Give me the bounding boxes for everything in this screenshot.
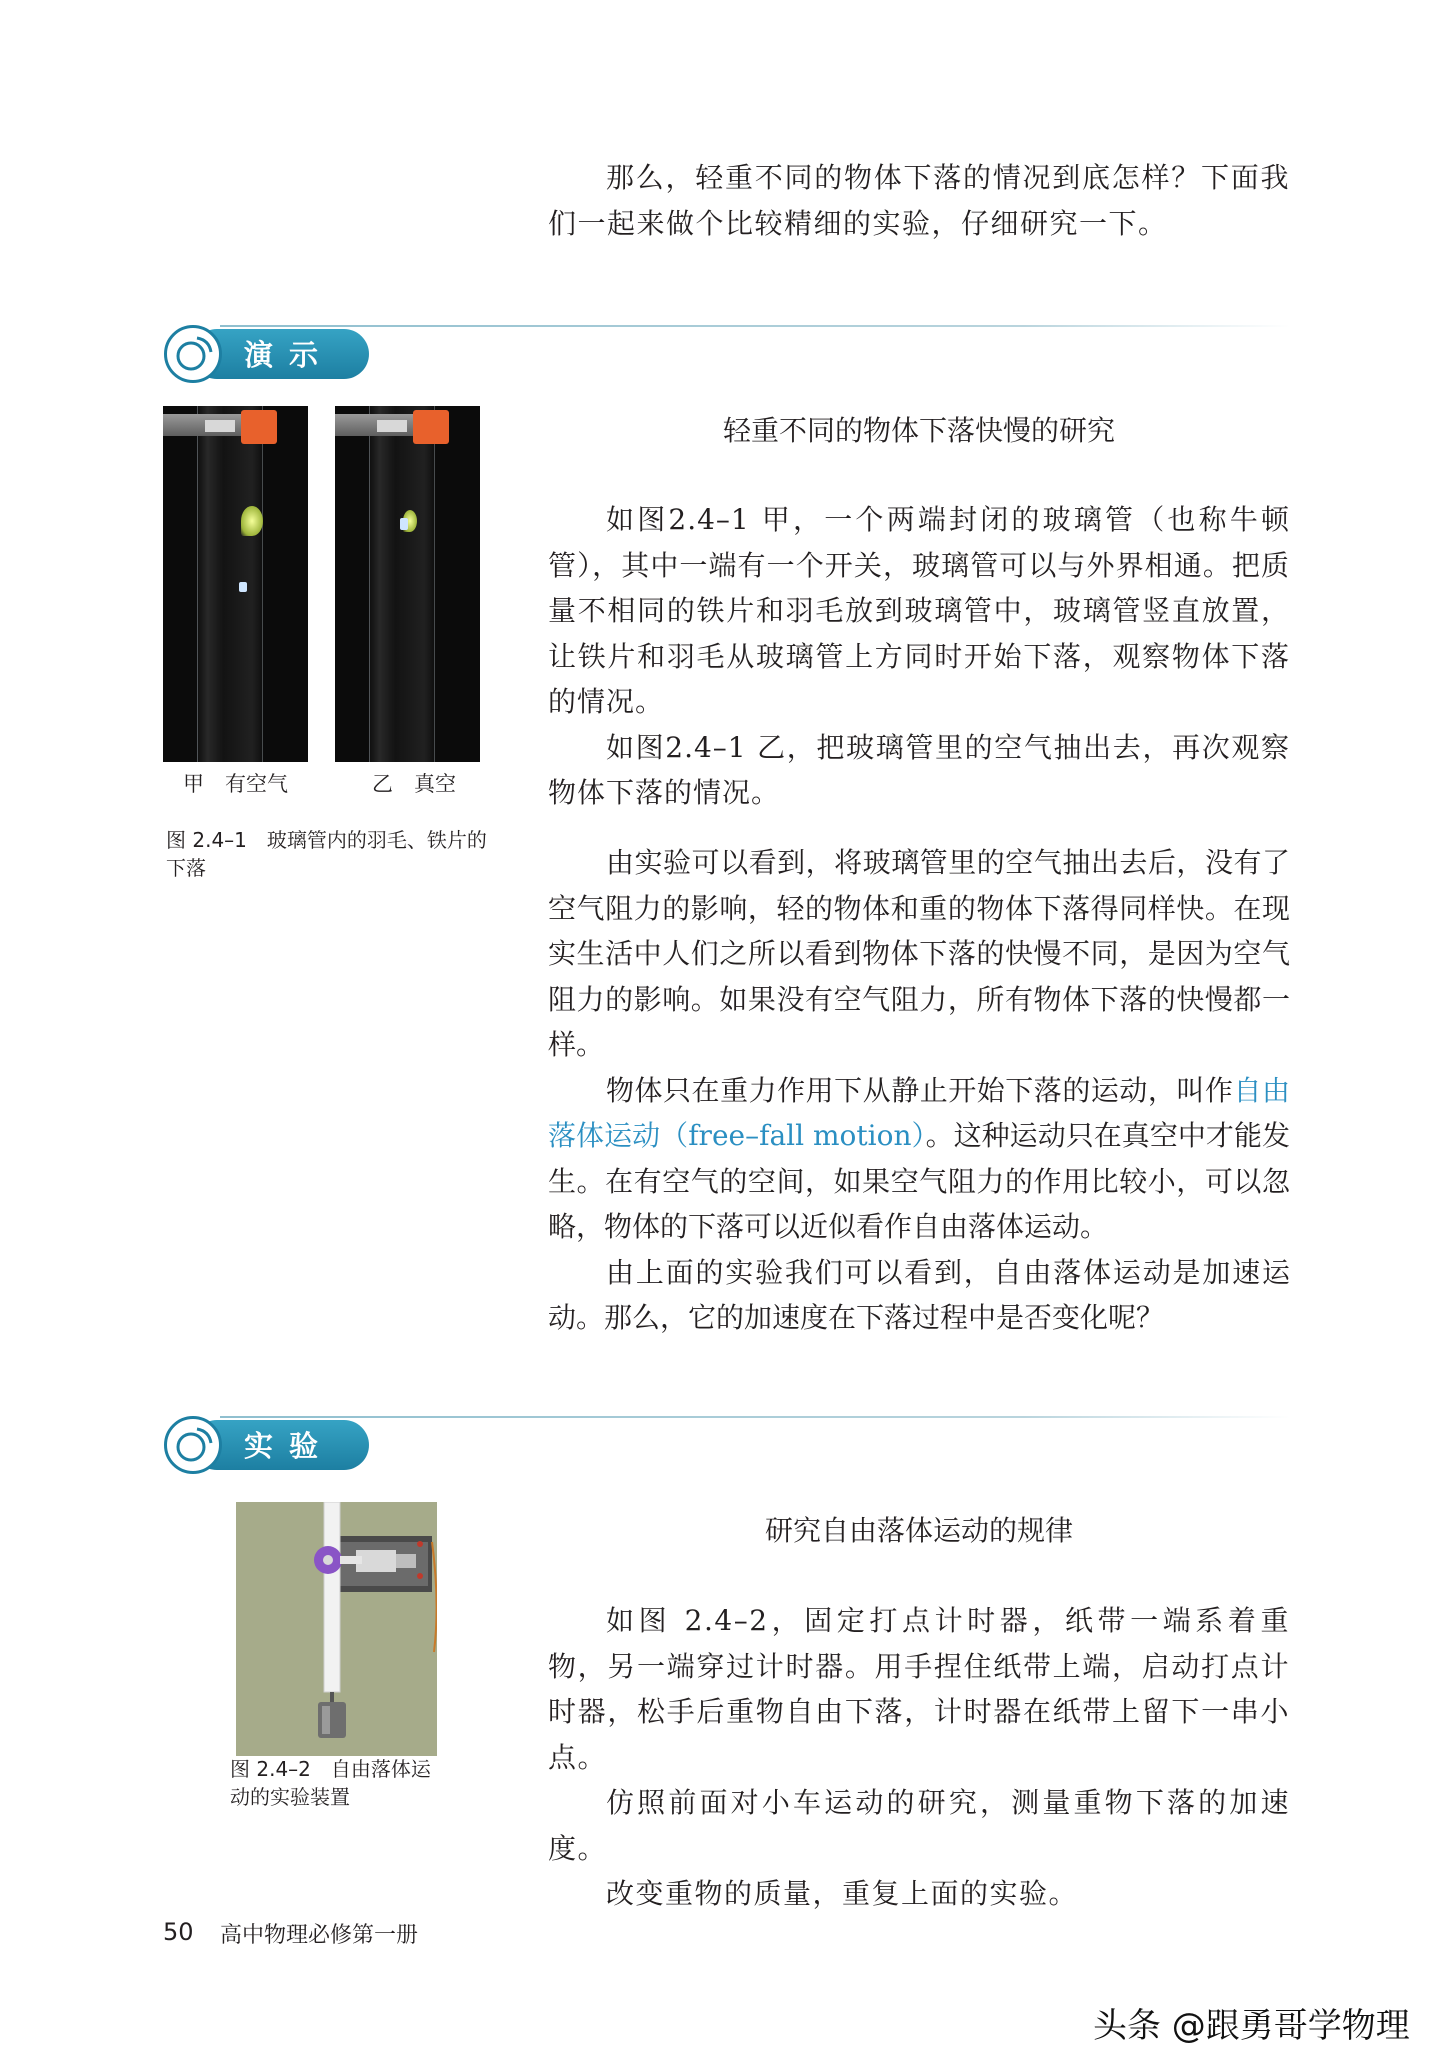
intro-text: 那么，轻重不同的物体下落的情况到底怎样？下面我们一起来做个比较精细的实验，仔细研究一下。 (548, 161, 1290, 240)
photo-label-vacuum: 乙 真空 (372, 772, 456, 796)
body-paragraphs (548, 840, 1290, 1341)
experiment-paragraphs (548, 1598, 1290, 1917)
body-paragraph-2 (548, 1068, 1290, 1250)
body-paragraph-2-start: 物体只在重力作用下从静止开始下落的运动，叫作 (606, 1073, 1234, 1107)
body-paragraph-3: 由上面的实验我们可以看到，自由落体运动是加速运动。那么，它的加速度在下落过程中是否变化呢？ (548, 1255, 1290, 1334)
demo-divider (220, 325, 1290, 327)
demo-paragraphs (548, 497, 1290, 816)
glass-tube (369, 406, 435, 762)
timer-apparatus-drawing (236, 1502, 437, 1756)
demo-badge (164, 325, 369, 383)
experiment-badge-icon (164, 1416, 222, 1474)
clamp-bolt (377, 420, 407, 432)
iron-piece (400, 518, 408, 530)
demo-paragraph-2: 如图2.4–1 乙，把玻璃管里的空气抽出去，再次观察物体下落的情况。 (548, 730, 1290, 809)
experiment-paragraph-2: 仿照前面对小车运动的研究，测量重物下落的加速度。 (548, 1786, 1290, 1865)
intro-paragraph (548, 155, 1290, 246)
watermark: 头条 @跟勇哥学物理 (1093, 2006, 1410, 2046)
lens-icon (167, 1419, 219, 1471)
photo-tube-vacuum (335, 406, 480, 762)
photo-tube-with-air (163, 406, 308, 762)
demo-title: 轻重不同的物体下落快慢的研究 (722, 414, 1115, 447)
lens-icon (167, 328, 219, 380)
photo-label-with-air: 甲 有空气 (183, 772, 288, 796)
feather (241, 506, 263, 536)
experiment-title: 研究自由落体运动的规律 (764, 1514, 1073, 1547)
figure-caption-2-4-2: 图 2.4–2 自由落体运动的实验装置 (230, 1757, 431, 1809)
tube-cap (413, 410, 449, 444)
demo-badge-label: 演示 (244, 338, 335, 372)
term-free-fall-english: （free–fall motion） (660, 1119, 926, 1152)
experiment-badge (164, 1416, 369, 1474)
experiment-paragraph-1: 如图 2.4–2，固定打点计时器，纸带一端系着重物，另一端穿过计时器。用手捏住纸带上端，启动打点计时器，松手后重物自由下落，计时器在纸带上留下一串小点。 (548, 1604, 1290, 1774)
demo-badge-icon (164, 325, 222, 383)
experiment-divider (220, 1416, 1290, 1418)
apparatus-illustration (236, 1502, 437, 1756)
clamp-bolt (205, 420, 235, 432)
page-number: 50 (163, 1918, 194, 1946)
experiment-paragraph-3: 改变重物的质量，重复上面的实验。 (606, 1877, 1079, 1910)
demo-paragraph-1: 如图2.4–1 甲，一个两端封闭的玻璃管（也称牛顿管），其中一端有一个开关，玻璃管可以与外界相通。把质量不相同的铁片和羽毛放到玻璃管中，玻璃管竖直放置，让铁片和羽毛从玻璃管上方同时开始下落，观察物体下落的情况。 (548, 503, 1290, 718)
term-free-fall: 自由落体运动 (548, 1073, 1290, 1152)
body-paragraph-1: 由实验可以看到，将玻璃管里的空气抽出去后，没有了空气阻力的影响，轻的物体和重的物体下落得同样快。在现实生活中人们之所以看到物体下落的快慢不同，是因为空气阻力的影响。如果没有空气阻力，所有物体下落的快慢都一样。 (548, 846, 1290, 1061)
tube-cap (241, 410, 277, 444)
experiment-badge-label: 实验 (244, 1429, 335, 1463)
iron-piece (239, 582, 247, 592)
figure-caption-2-4-1: 图 2.4–1 玻璃管内的羽毛、铁片的下落 (166, 828, 487, 880)
glass-tube (197, 406, 263, 762)
book-title: 高中物理必修第一册 (220, 1923, 419, 1948)
body-paragraph-2-end: 。这种运动只在真空中才能发生。在有空气的空间，如果空气阻力的作用比较小，可以忽略，物体的下落可以近似看作自由落体运动。 (548, 1119, 1290, 1243)
